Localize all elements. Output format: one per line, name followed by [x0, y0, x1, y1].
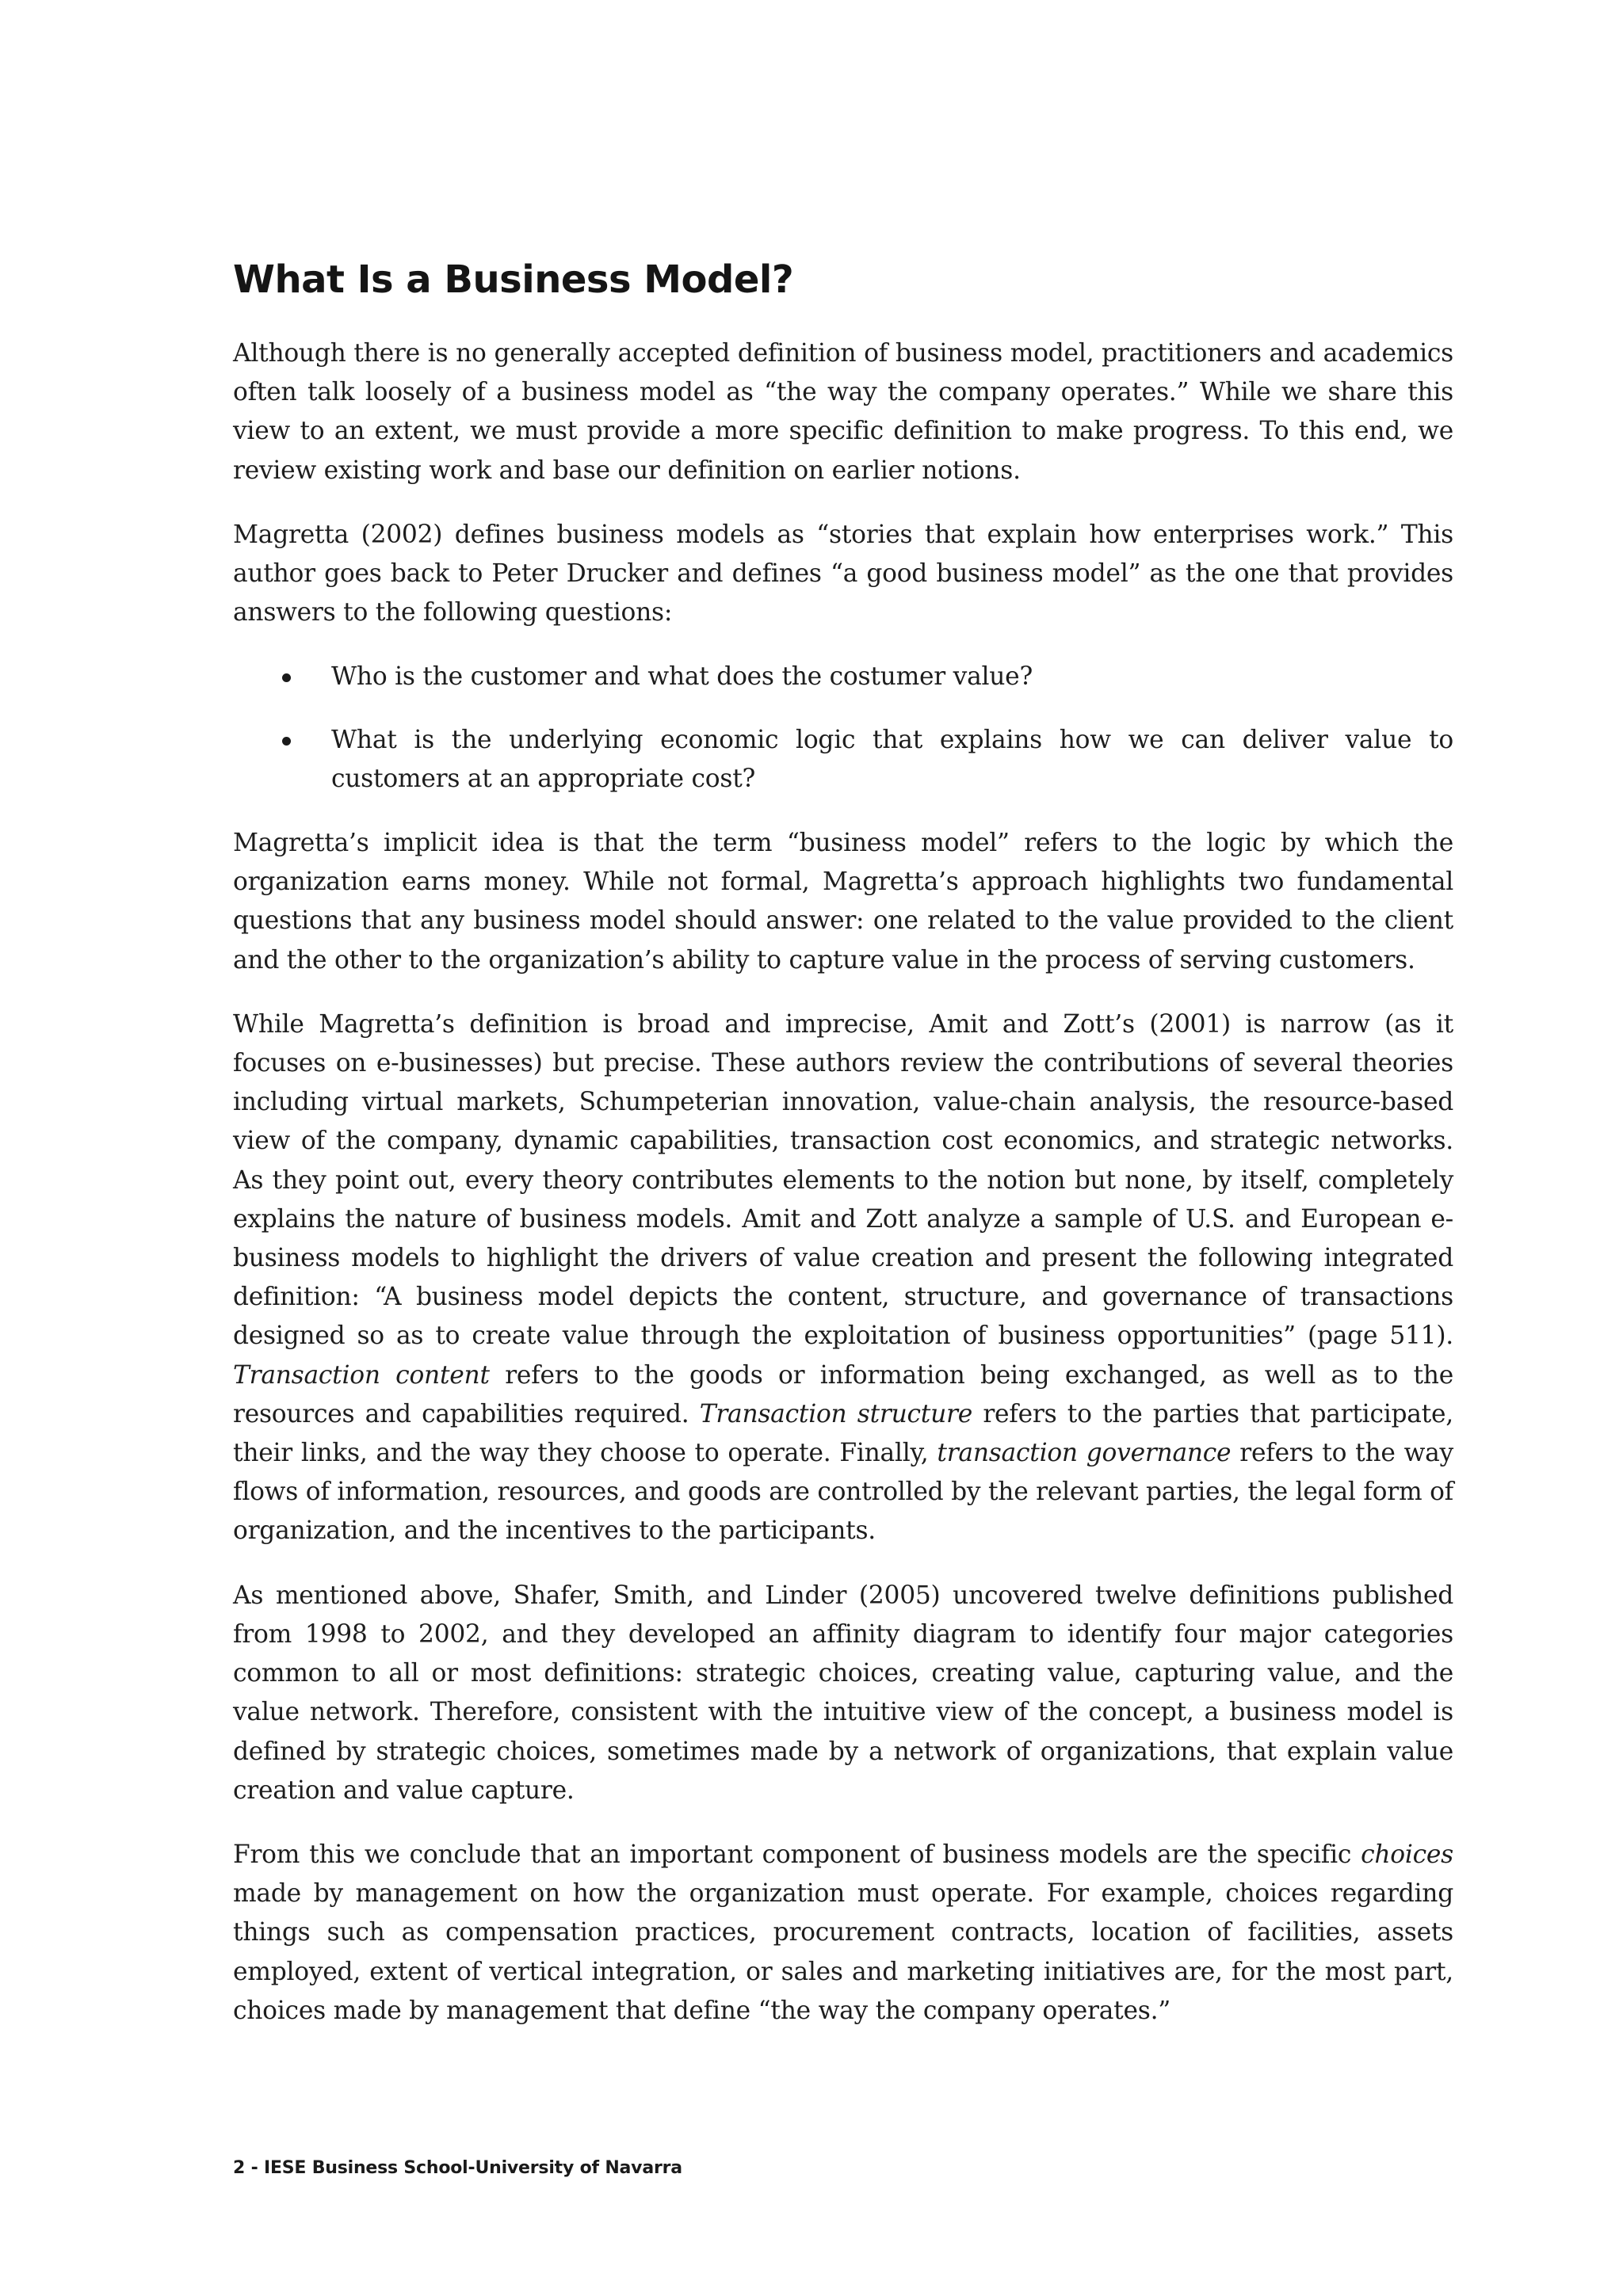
paragraph-2: Magretta (2002) defines business models as “stories that explain how enterprises work.” This author goes back to Peter Drucker and defines “a good business model” as the one that provides answers to the following questions:	[233, 520, 1453, 627]
paragraph-6-text-b: made by management on how the organization must operate. For example, choices regarding things such as compensation practices, procurement contracts, location of facilities, assets employed, extent of vertical integration, or sales and marketing initiatives are, for the most part, choices made by management that define “the way the company operates.”	[233, 1879, 1453, 2025]
paragraph-6	[233, 1836, 1453, 2031]
paragraph-4-text-a: While Magretta’s definition is broad and imprecise, Amit and Zott’s (2001) is narrow (as it focuses on e-businesses) but precise. These authors review the contributions of several theories including virtual markets, Schumpeterian innovation, value-chain analysis, the resource-based view of the company, dynamic capabilities, transaction cost economics, and strategic networks. As they point out, every theory contributes elements to the notion but none, by itself, completely explains the nature of business models. Amit and Zott analyze a sample of U.S. and European e-business models to highlight the drivers of value creation and present the following integrated definition: “A business model depicts the content, structure, and governance of transactions designed so as to create value through the exploitation of business opportunities” (page 511).	[233, 1009, 1453, 1351]
bullet-icon	[282, 737, 291, 746]
page-footer: 2 - IESE Business School-University of Navarra	[233, 2158, 682, 2178]
emphasis-transaction-governance: transaction governance	[937, 1439, 1232, 1468]
section-heading: What Is a Business Model?	[233, 257, 794, 302]
bullet-icon	[282, 673, 291, 682]
emphasis-transaction-content: Transaction content	[233, 1360, 490, 1390]
paragraph-4-text-c: refers to the parties that participate, their links, and the way they choose to operate. Finally,	[233, 1399, 1453, 1468]
page-content	[233, 252, 1453, 2056]
list-item-text: Who is the customer and what does the costumer value?	[331, 662, 1033, 692]
paragraph-4-text-b: refers to the goods or information being exchanged, as well as to the resources and capabilities required.	[233, 1360, 1453, 1428]
emphasis-choices: choices	[1361, 1840, 1453, 1869]
paragraph-4	[233, 1005, 1453, 1551]
list-item	[233, 721, 1453, 799]
paragraph-6-text-a: From this we conclude that an important component of business models are the specific	[233, 1840, 1361, 1869]
question-list	[233, 658, 1453, 799]
paragraph-3: Magretta’s implicit idea is that the term “business model” refers to the logic by which the organization earns money. While not formal, Magretta’s approach highlights two fundamental questions that any business model should answer: one related to the value provided to the client and the other to the organization’s ability to capture value in the process of serving customers.	[233, 829, 1453, 974]
paragraph-5: As mentioned above, Shafer, Smith, and Linder (2005) uncovered twelve definitions published from 1998 to 2002, and they developed an affinity diagram to identify four major categories common to all or most definitions: strategic choices, creating value, capturing value, and the value network. Therefore, consistent with the intuitive view of the concept, a business model is defined by strategic choices, sometimes made by a network of organizations, that explain value creation and value capture.	[233, 1581, 1453, 1805]
paragraph-4-text-d: refers to the way flows of information, resources, and goods are controlled by the relevant parties, the legal form of organization, and the incentives to the participants.	[233, 1439, 1454, 1546]
emphasis-transaction-structure: Transaction structure	[699, 1399, 973, 1428]
paragraph-1: Although there is no generally accepted definition of business model, practitioners and academics often talk loosely of a business model as “the way the company operates.” While we share this view to an extent, we must provide a more specific definition to make progress. To this end, we review existing work and base our definition on earlier notions.	[233, 339, 1453, 485]
list-item-text: What is the underlying economic logic that explains how we can deliver value to customers at an appropriate cost?	[331, 725, 1453, 793]
list-item	[233, 658, 1453, 696]
